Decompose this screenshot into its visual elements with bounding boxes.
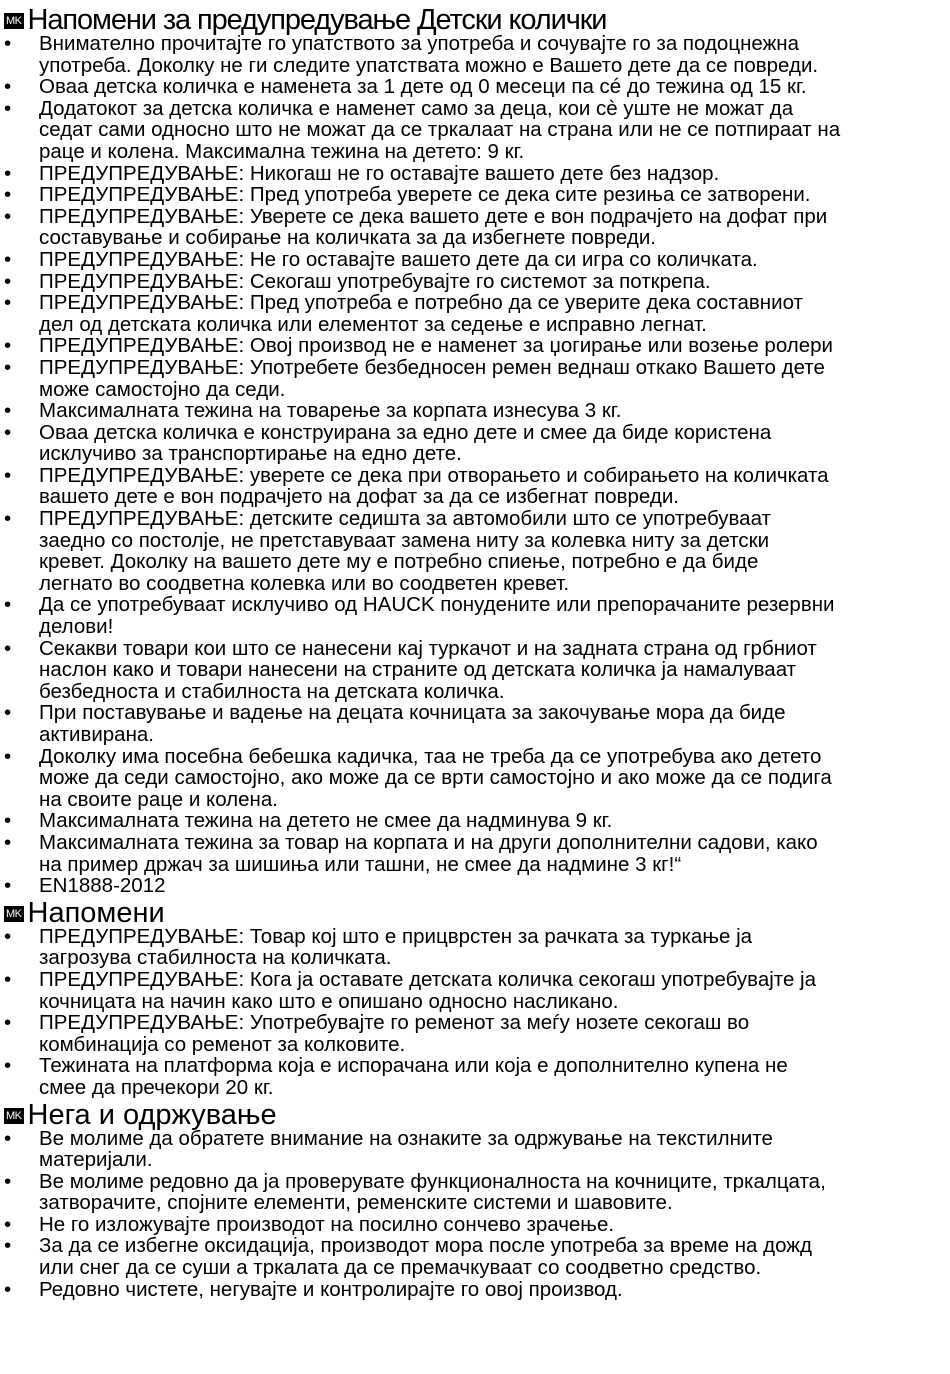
list-item-line: • ПРЕДУПРЕДУВАЊЕ: детските седишта за автомобили што се употребуваат — [39, 508, 771, 531]
list-item-line: • Ве молиме редовно да ја проверувате функционалноста на кочниците, тркалцата, — [39, 1170, 826, 1193]
sections-container — [0, 5, 950, 1300]
list-item-line: • ПРЕДУПРЕДУВАЊЕ: Употребете безбедносен ремен веднаш откако Вашето дете — [39, 356, 825, 379]
list-item-line: дел од детската количка или елементот за седење е исправно легнат. — [39, 312, 707, 336]
list-item-line: составување и собирање на количката за да избегнете повреди. — [39, 226, 656, 249]
list-item — [0, 969, 950, 1012]
list-item-line: активирана. — [39, 723, 155, 746]
list-item — [0, 76, 950, 98]
list-item-line: • EN1888-2012 — [39, 875, 166, 897]
list-item-line: • Доколку има посебна бебешка кадичка, таа не треба да се употребува ако детето — [39, 745, 822, 768]
list-item — [0, 702, 950, 745]
list-item — [0, 926, 950, 969]
list-item-line: смее да пречекори 20 кг. — [39, 1075, 274, 1099]
list-item — [0, 1279, 950, 1301]
list-item-line: • При поставување и вадење на децата кочницата за закочување мора да биде — [39, 702, 786, 725]
list-item-line: на пример држач за шишиња или ташни, не смее да надмине 3 кг!“ — [39, 852, 682, 876]
list-item-line: • Максималната тежина за товар на корпата и на други дополнителни садови, како — [39, 831, 818, 854]
list-item-line: • ПРЕДУПРЕДУВАЊЕ: Не го оставајте вашето дете да си игра со количката. — [39, 248, 758, 271]
list-item-line: делови! — [39, 615, 114, 638]
list-item-line: • За да се избегне оксидација, производот мора после употреба за време на дожд — [39, 1235, 812, 1258]
list-item — [0, 746, 950, 811]
language-badge: MK — [6, 907, 22, 920]
list-item-line: заедно со постолје, не претставуваат замена ниту за колевка ниту за детски — [39, 528, 770, 552]
list-item-line: • ПРЕДУПРЕДУВАЊЕ: Пред употреба уверете се дека сите резиња се затворени. — [39, 184, 811, 206]
list-item-line: исклучиво за транспортирање на едно дете. — [39, 442, 462, 465]
section-heading — [0, 1100, 950, 1130]
list-item-line: на своите раце и колена. — [39, 787, 278, 811]
section-title: Нега и одржување — [27, 1098, 277, 1131]
list-item-line: вашето дете е вон подрачјето на дофат за да се избегнат повреди. — [39, 485, 679, 509]
list-item-line: • Ве молиме да обратете внимание на ознаките за одржување на текстилните — [39, 1127, 773, 1150]
language-badge: MK — [6, 1109, 22, 1122]
list-item-line: • Максималната тежина на товарење за корпата изнесува 3 кг. — [39, 400, 622, 422]
section-list — [0, 33, 950, 897]
list-item — [0, 357, 950, 400]
list-item-line: загрозува стабилноста на количката. — [39, 946, 392, 969]
list-item-line: кревет. Доколку на вашето дете му е потребно спиење, потребно е да биде — [39, 550, 759, 574]
list-item-line: • ПРЕДУПРЕДУВАЊЕ: Уверете се дека вашето дете е вон подрачјето на дофат при — [39, 205, 828, 228]
list-item — [0, 206, 950, 249]
list-item — [0, 292, 950, 335]
list-item — [0, 594, 950, 637]
list-item — [0, 810, 950, 832]
language-badge: MK — [6, 15, 22, 27]
list-item — [0, 400, 950, 422]
list-item — [0, 98, 950, 163]
list-item-line: • ПРЕДУПРЕДУВАЊЕ: Овој производ не е наменет за џогирање или возење ролери — [39, 335, 833, 357]
list-item — [0, 1235, 950, 1278]
list-item — [0, 249, 950, 271]
list-item — [0, 184, 950, 206]
list-item-line: затворачите, спојните елементи, ременските системи и шавовите. — [39, 1191, 673, 1214]
list-item — [0, 335, 950, 357]
list-item-line: • ПРЕДУПРЕДУВАЊЕ: Кога ја оставате детската количка секогаш употребувајте ја — [39, 968, 816, 991]
list-item — [0, 1214, 950, 1236]
list-item — [0, 271, 950, 293]
list-item-line: • Максималната тежина на детето не смее да надминува 9 кг. — [39, 810, 613, 832]
list-item — [0, 875, 950, 897]
list-item-line: • Оваа детска количка е наменета за 1 дете од 0 месеци па сé до тежина од 15 кг. — [39, 76, 807, 98]
list-item — [0, 832, 950, 875]
list-item-line: • ПРЕДУПРЕДУВАЊЕ: уверете се дека при отворањето и собирањето на количката — [39, 464, 829, 487]
list-item-line: наслон како и товари нанесени на страните од детската количка ја намалуваат — [39, 658, 797, 682]
list-item-line: • Секакви товари кои што се нанесени кај туркачот и на задната страна од грбниот — [39, 637, 817, 660]
list-item — [0, 638, 950, 703]
list-item-line: • Тежината на платформа која е испорачана или која е дополнително купена не — [39, 1055, 788, 1078]
section-list — [0, 926, 950, 1099]
list-item — [0, 508, 950, 594]
list-item — [0, 33, 950, 76]
section-title: Напомени за предупредување Детски колички — [27, 4, 607, 36]
list-item-line: безбедноста и стабилноста на детската количка. — [39, 679, 505, 703]
list-item-line: • Внимателно прочитајте го упатството за употреба и сочувајте го за подоцнежна — [39, 33, 800, 55]
list-item-line: материјали. — [39, 1148, 153, 1171]
list-item-line: може самостојно да седи. — [39, 377, 286, 401]
list-item — [0, 1012, 950, 1055]
list-item-line: седат сами односно што не можат да се тркалаат на страна или не се потпираат на — [39, 118, 841, 142]
list-item-line: комбинација со ременот за колковите. — [39, 1032, 406, 1056]
list-item-line: • ПРЕДУПРЕДУВАЊЕ: Секогаш употребувајте го системот за поткрепа. — [39, 270, 711, 293]
list-item — [0, 422, 950, 465]
section-heading — [0, 898, 950, 928]
list-item-line: раце и колена. Максимална тежина на детето: 9 кг. — [39, 139, 525, 163]
list-item-line: • Не го изложувајте производот на посилно сончево зрачење. — [39, 1213, 615, 1236]
list-item-line: употреба. Доколку не ги следите упатствата можно е Вашето дете да се повреди. — [39, 53, 819, 77]
list-item-line: • ПРЕДУПРЕДУВАЊЕ: Употребувајте го ременот за меѓу нозете секогаш во — [39, 1012, 750, 1035]
section-heading — [0, 5, 950, 35]
list-item-line: легнато во соодветна колевка или во соодветен кревет. — [39, 571, 570, 595]
list-item-line: • Додатокот за детска количка е наменет само за деца, кои сè уште не можат да — [39, 97, 794, 120]
list-item — [0, 1171, 950, 1214]
list-item — [0, 1055, 950, 1098]
list-item-line: • Оваа детска количка е конструирана за едно дете и смее да биде користена — [39, 421, 772, 444]
list-item-line: • ПРЕДУПРЕДУВАЊЕ: Товар кој што е прицврстен за рачката за туркање ја — [39, 925, 753, 948]
list-item-line: може да седи самостојно, ако може да се врти самостојно и ако може да се подига — [39, 766, 832, 790]
list-item-line: или снег да се суши а тркалата да се премачкуваат со соодветно средство. — [39, 1256, 762, 1279]
section-title: Напомени — [27, 896, 165, 929]
list-item-line: • ПРЕДУПРЕДУВАЊЕ: Пред употреба е потребно да се уверите дека составниот — [39, 292, 803, 315]
list-item — [0, 163, 950, 185]
list-item-line: • Редовно чистете, негувајте и контролирајте го овој производ. — [39, 1278, 623, 1301]
list-item — [0, 465, 950, 508]
section-list — [0, 1128, 950, 1301]
list-item-line: • Да се употребуваат исклучиво од HAUCK понудените или препорачаните резервни — [39, 594, 835, 617]
list-item-line: • ПРЕДУПРЕДУВАЊЕ: Никогаш не го оставајте вашето дете без надзор. — [39, 162, 720, 185]
list-item-line: кочницата на начин како што е опишано односно насликано. — [39, 989, 619, 1013]
list-item — [0, 1128, 950, 1171]
